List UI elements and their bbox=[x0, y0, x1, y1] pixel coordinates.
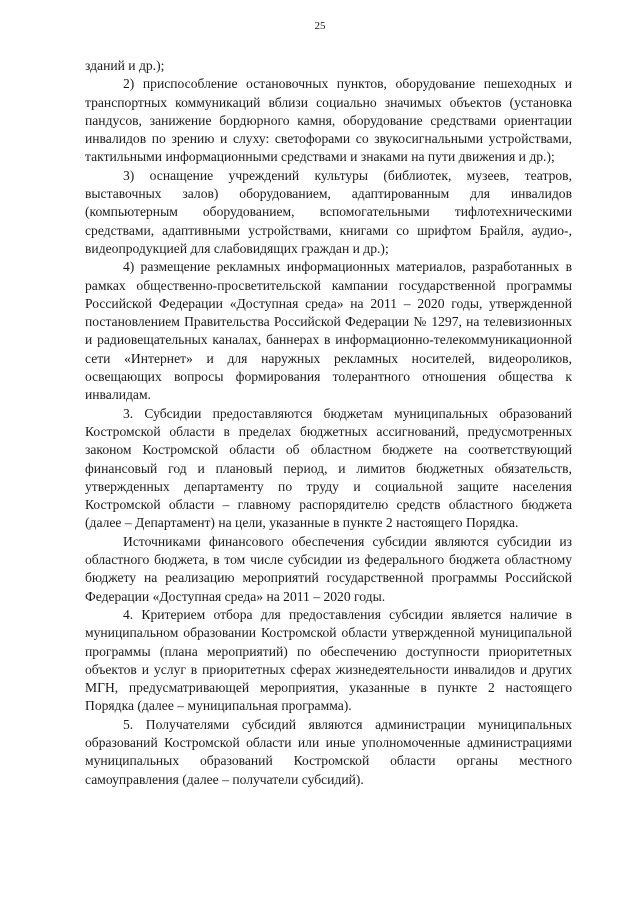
paragraph-funding-sources: Источниками финансового обеспечения субсидии являются субсидии из областного бюджета, в том числе субсидии из федерального бюджета областному бюджету на реализацию мероприятий государственной программы Российской Федерации «Доступная среда» на 2011 – 2020 годы. bbox=[85, 533, 572, 604]
paragraph-continuation: зданий и др.); bbox=[85, 58, 165, 73]
paragraph-item-3: 3) оснащение учреждений культуры (библиотек, музеев, театров, выставочных залов) оборудованием, адаптированным для инвалидов (компьютерным оборудованием, вспомогательными тифлотехническими средствами, адаптивными устройствами, книгами со шрифтом Брайля, аудио-, видеопродукцией для слабовидящих граждан и др.); bbox=[85, 167, 572, 256]
paragraph-clause-4: 4. Критерием отбора для предоставления субсидии является наличие в муниципальном образовании Костромской области утвержденной муниципальной программы (плана мероприятий) по обеспечению доступности приоритетных объектов и услуг в приоритетных сферах жизнедеятельности инвалидов и других МГН, предусматривающей мероприятия, указанные в пункте 2 настоящего Порядка (далее – муниципальная программа). bbox=[85, 606, 572, 714]
page-number: 25 bbox=[314, 20, 326, 32]
paragraph-clause-3: 3. Субсидии предоставляются бюджетам муниципальных образований Костромской области в пределах бюджетных ассигнований, предусмотренных законом Костромской области об областном бюджете на соответствующий финансовый год и плановый период, и лимитов бюджетных обязательств, утвержденных департаменту по труду и социальной защите населения Костромской области – главному распорядителю средств областного бюджета (далее – Департамент) на цели, указанные в пункте 2 настоящего Порядка. bbox=[85, 405, 572, 531]
paragraph-item-2: 2) приспособление остановочных пунктов, оборудование пешеходных и транспортных коммуникаций вблизи социально значимых объектов (установка пандусов, занижение бордюрного камня, оборудование средствами ориентации инвалидов по зрению и слуху: светофорами со звукосигнальными устройствами, тактильными информационными средствами и знаками на пути движения и др.); bbox=[85, 76, 572, 165]
paragraph-clause-5: 5. Получателями субсидий являются администрации муниципальных образований Костромской области или иные уполномоченные администрациями муниципальных образований Костромской области органы местного самоуправления (далее – получатели субсидий). bbox=[85, 716, 572, 787]
document-body bbox=[85, 57, 572, 789]
paragraph-item-4: 4) размещение рекламных информационных материалов, разработанных в рамках общественно-просветительской кампании государственной программы Российской Федерации «Доступная среда» на 2011 – 2020 годы, утвержденной постановлением Правительства Российской Федерации № 1297, на телевизионных и радиовещательных каналах, баннерах в информационно-телекоммуникационной сети «Интернет» и для наружных рекламных носителей, видеороликов, освещающих вопросы формирования толерантного отношения общества к инвалидам. bbox=[85, 259, 572, 403]
